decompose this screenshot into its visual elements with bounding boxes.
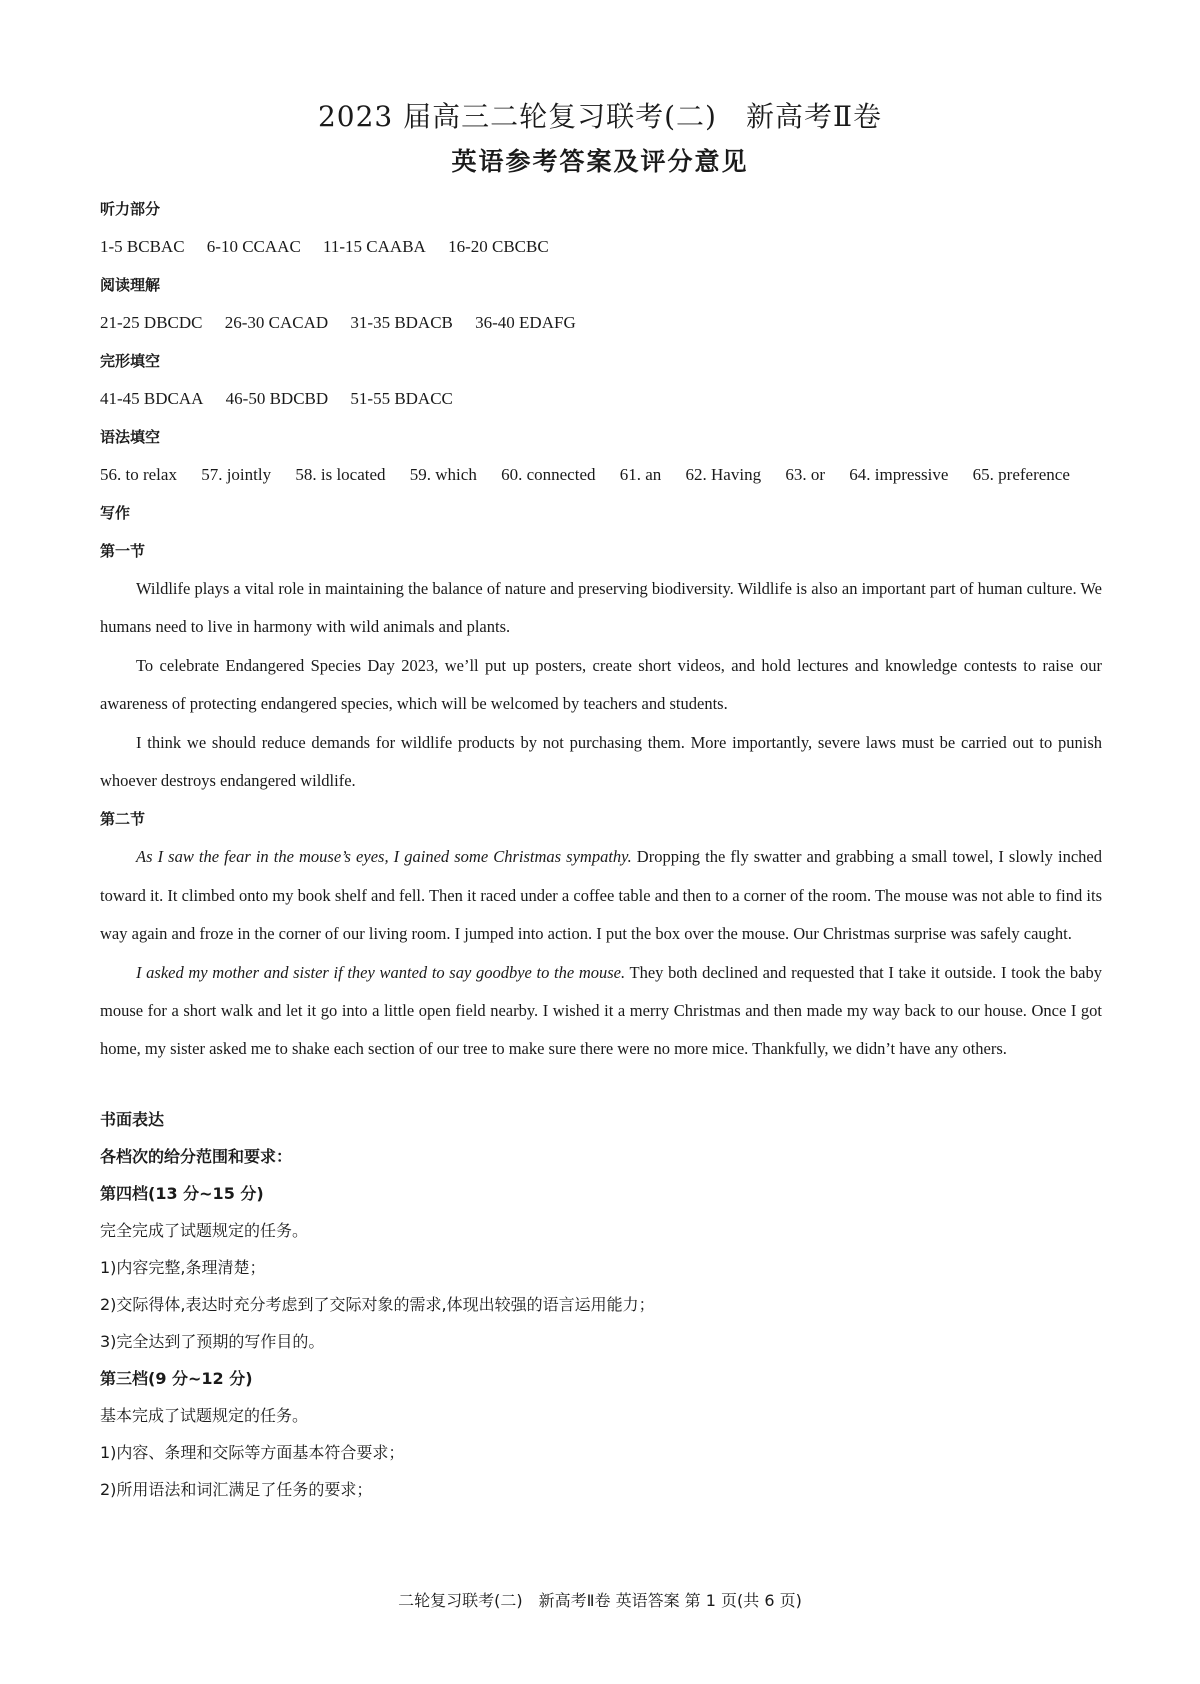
essay-paragraph: Wildlife plays a vital role in maintaining the balance of nature and preserving biodiversity. Wildlife is also an important part of human culture. We humans need to live in harmony with wild animals and plants. <box>100 579 1102 637</box>
page-footer: 二轮复习联考(二) 新高考Ⅱ卷 英语答案 第 1 页(共 6 页) <box>398 1591 802 1610</box>
reading-answers <box>100 304 1102 342</box>
answer-group: 21-25 DBCDC <box>100 313 203 332</box>
grammar-item: 63. or <box>785 465 825 484</box>
answer-group: 46-50 BDCBD <box>225 389 329 408</box>
grammar-item: 61. an <box>619 465 662 484</box>
answer-group: 41-45 BDCAA <box>100 389 204 408</box>
grammar-item: 64. impressive <box>849 465 949 484</box>
listening-heading: 听力部分 <box>100 200 161 218</box>
listening-answers <box>100 228 1102 266</box>
document-title: 2023 届高三二轮复习联考(二) 新高考Ⅱ卷 <box>317 100 883 133</box>
section2-heading: 第二节 <box>100 810 146 829</box>
cloze-answers <box>100 380 1102 418</box>
essay-paragraph: I think we should reduce demands for wildlife products by not purchasing them. More importantly, severe laws must be carried out to punish whoever destroys endangered wildlife. <box>100 732 1102 791</box>
tier4-point: 3)完全达到了预期的写作目的。 <box>100 1331 325 1351</box>
grammar-answers <box>100 456 1102 494</box>
given-opening-sentence: As I saw the fear in the mouse’s eyes, I gained some Christmas sympathy. <box>136 847 632 867</box>
answer-group: 51-55 BDACC <box>350 389 453 408</box>
grammar-item: 56. to relax <box>100 465 177 484</box>
answer-group: 6-10 CCAAC <box>206 237 301 256</box>
story-paragraph <box>100 838 1102 953</box>
given-opening-sentence: I asked my mother and sister if they wanted to say goodbye to the mouse. <box>136 962 626 982</box>
tier4-point: 2)交际得体,表达时充分考虑到了交际对象的需求,体现出较强的语言运用能力； <box>100 1294 655 1314</box>
cloze-heading: 完形填空 <box>100 352 161 370</box>
paragraph-body: Dropping the fly swatter and grabbing a small towel, I slowly inched toward it. It climbed onto my book shelf and fell. Then it raced under a coffee table and then to a corner of the room. The mouse was not able to find its way again and froze in the corner of our living room. I jumped into action. I put the box over the mouse. Our Christmas surprise was safely caught. <box>100 847 1102 944</box>
document-subtitle: 英语参考答案及评分意见 <box>451 147 749 176</box>
document-body <box>100 190 1102 1508</box>
answer-group: 1-5 BCBAC <box>100 237 185 256</box>
scoring-heading: 书面表达 <box>100 1109 165 1129</box>
grammar-item: 65. preference <box>972 465 1070 484</box>
grammar-item: 59. which <box>409 465 477 484</box>
essay-paragraph: To celebrate Endangered Species Day 2023, we’ll put up posters, create short videos, and hold lectures and knowledge contests to raise our awareness of protecting endangered species, which will be welcomed by teachers and students. <box>100 655 1102 714</box>
section1-heading: 第一节 <box>100 542 146 560</box>
grammar-item: 60. connected <box>501 465 596 484</box>
scoring-intro: 各档次的给分范围和要求： <box>100 1146 293 1166</box>
answer-group: 11-15 CAABA <box>323 237 426 256</box>
grammar-item: 62. Having <box>685 465 762 484</box>
story-paragraph <box>100 954 1102 1069</box>
tier3-heading: 第三档(9 分~12 分) <box>100 1368 253 1388</box>
tier3-point: 1)内容、条理和交际等方面基本符合要求； <box>100 1442 405 1462</box>
tier4-point: 1)内容完整,条理清楚； <box>100 1257 266 1277</box>
answer-group: 36-40 EDAFG <box>475 313 576 332</box>
grammar-item: 58. is located <box>295 465 386 484</box>
grammar-heading: 语法填空 <box>100 428 161 446</box>
tier3-summary: 基本完成了试题规定的任务。 <box>100 1405 309 1425</box>
answer-group: 26-30 CACAD <box>224 313 329 332</box>
tier4-summary: 完全完成了试题规定的任务。 <box>100 1220 309 1240</box>
spacer <box>100 1069 1102 1101</box>
paragraph-body: They both declined and requested that I take it outside. I took the baby mouse for a short walk and let it go into a little open field nearby. I wished it a merry Christmas and then made my way back to our house. Once I got home, my sister asked me to shake each section of our tree to make sure there were no more mice. Thankfully, we didn’t have any others. <box>100 962 1103 1059</box>
tier4-heading: 第四档(13 分~15 分) <box>100 1183 264 1203</box>
answer-group: 16-20 CBCBC <box>448 237 549 256</box>
tier3-point: 2)所用语法和词汇满足了任务的要求； <box>100 1479 373 1499</box>
grammar-item: 57. jointly <box>201 465 272 484</box>
writing-heading: 写作 <box>100 504 131 522</box>
answer-group: 31-35 BDACB <box>350 313 453 332</box>
reading-heading: 阅读理解 <box>100 276 161 294</box>
